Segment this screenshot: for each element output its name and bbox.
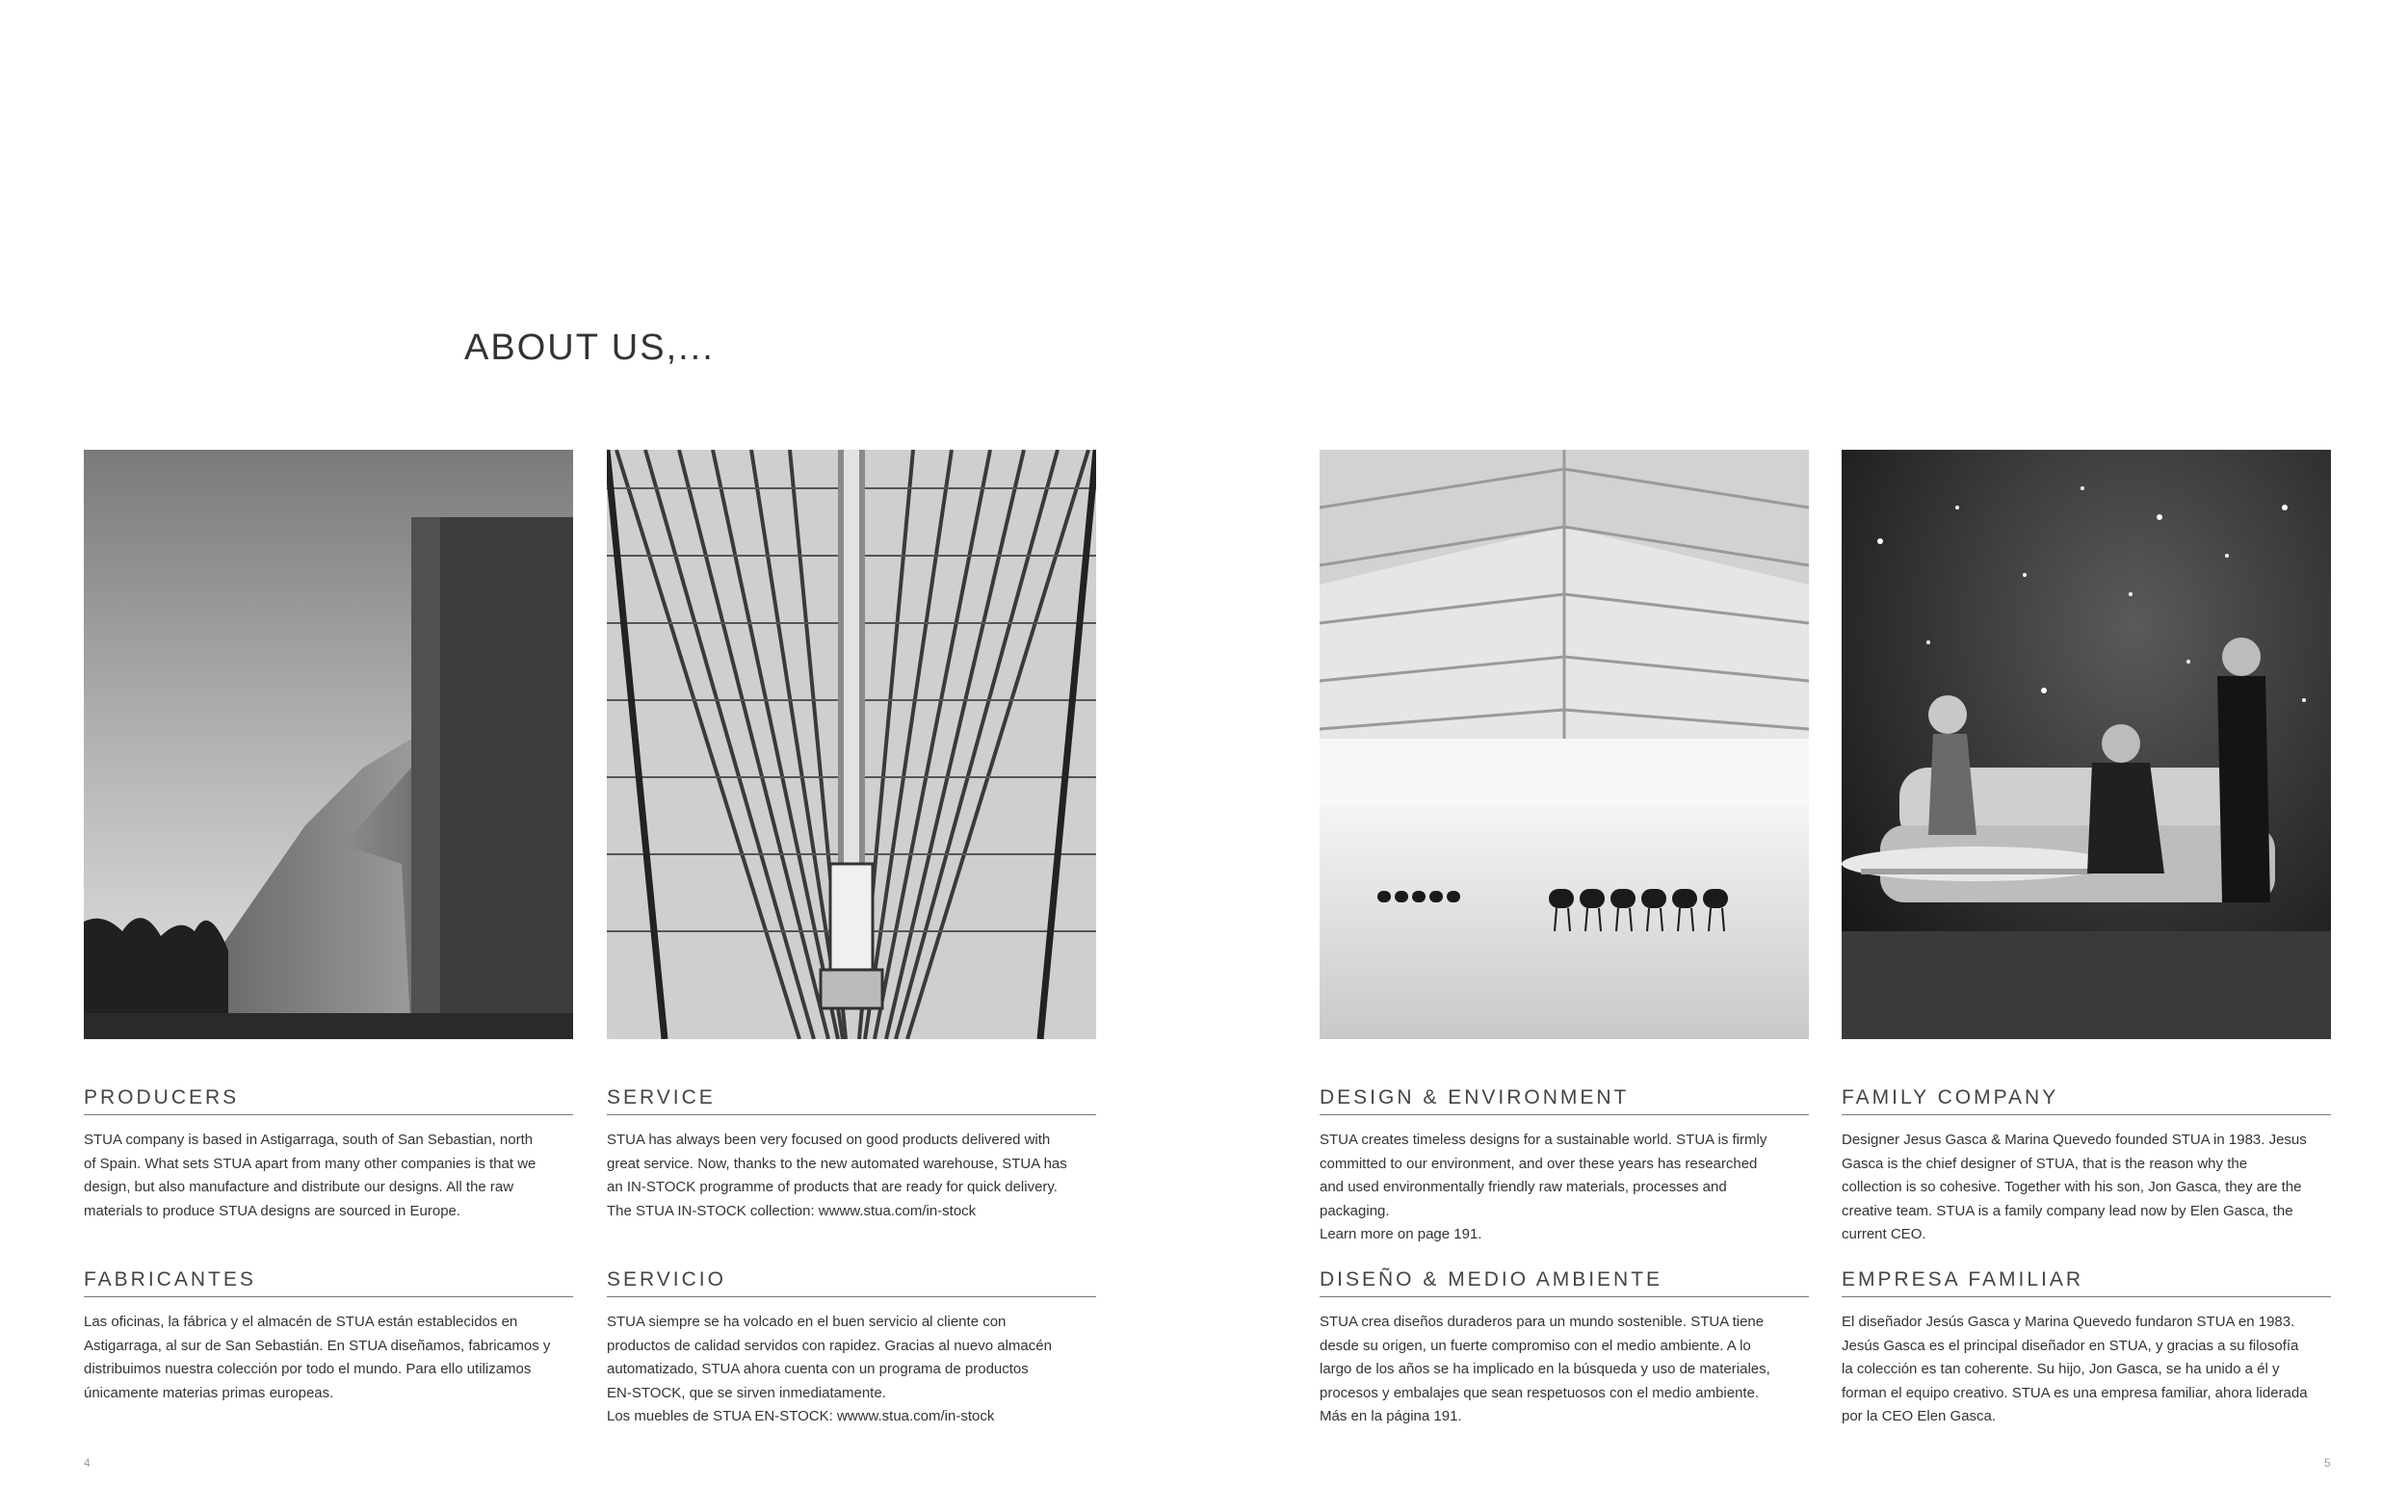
fabricantes-section	[84, 1268, 573, 1405]
service-section	[607, 1086, 1096, 1223]
empresa-familiar-heading: EMPRESA FAMILIAR	[1842, 1268, 2331, 1297]
producers-section	[84, 1086, 573, 1223]
page-number-right: 5	[2324, 1456, 2331, 1470]
family-photo	[1842, 450, 2331, 1039]
producers-text: STUA company is based in Astigarraga, south of San Sebastian, north of Spain. What sets STUA apart from many other companies is that we design, but also manufacture and distribute our designs. All the raw materials to produce STUA designs are sourced in Europe.	[84, 1132, 537, 1219]
family-company-text: Designer Jesus Gasca & Marina Quevedo founded STUA in 1983. Jesus Gasca is the chief designer of STUA, that is the reason why the collection is so cohesive. Together with his son, Jon Gasca, they are the creative team. STUA is a family company lead now by Elen Gasca, the current CEO.	[1842, 1132, 2307, 1242]
fabricantes-heading: FABRICANTES	[84, 1268, 573, 1297]
empresa-familiar-text: El diseñador Jesús Gasca y Marina Quevedo fundaron STUA en 1983. Jesús Gasca es el principal diseñador en STUA, y gracias a su filosofía la colección es tan coherente. Su hijo, Jon Gasca, se ha unido a él y forman el equipo creativo. STUA es una empresa familiar, ahora liderada por la CEO Elen Gasca.	[1842, 1314, 2308, 1424]
page-number-left: 4	[84, 1456, 91, 1470]
design-environment-heading: DESIGN & ENVIRONMENT	[1320, 1086, 1809, 1115]
diseno-medio-ambiente-heading: DISEÑO & MEDIO AMBIENTE	[1320, 1268, 1809, 1297]
building-photo	[84, 450, 573, 1039]
servicio-text: STUA siempre se ha volcado en el buen servicio al cliente con productos de calidad servidos con rapidez. Gracias al nuevo almacén automatizado, STUA ahora cuenta con un programa de productos EN-STOCK, que se sirven inmediatamente. Los muebles de STUA EN-STOCK: wwww.stua.com/in-stock	[607, 1314, 1052, 1424]
hall-photo	[1320, 450, 1809, 1039]
diseno-medio-ambiente-text: STUA crea diseños duraderos para un mundo sostenible. STUA tiene desde su origen, un fuerte compromiso con el medio ambiente. A lo largo de los años se ha implicado en la búsqueda y uso de materiales, procesos y embalajes que sean respetuosos con el medio ambiente. Más en la página 191.	[1320, 1314, 1770, 1424]
family-company-section	[1842, 1086, 2331, 1247]
design-environment-text: STUA creates timeless designs for a sustainable world. STUA is firmly committed to our environment, and over these years has researched and used environmentally friendly raw materials, processes and packaging. Learn more on page 191.	[1320, 1132, 1767, 1242]
diseno-medio-ambiente-section	[1320, 1268, 1809, 1429]
producers-heading: PRODUCERS	[84, 1086, 573, 1115]
warehouse-photo	[607, 450, 1096, 1039]
fabricantes-text: Las oficinas, la fábrica y el almacén de STUA están establecidos en Astigarraga, al sur de San Sebastián. En STUA diseñamos, fabricamos y distribuimos nuestra colección por todo el mundo. Para ello utilizamos únicamente materias primas europeas.	[84, 1314, 551, 1401]
empresa-familiar-section	[1842, 1268, 2331, 1429]
servicio-section	[607, 1268, 1096, 1429]
servicio-heading: SERVICIO	[607, 1268, 1096, 1297]
service-heading: SERVICE	[607, 1086, 1096, 1115]
page-title: ABOUT US,...	[464, 327, 715, 368]
design-environment-section	[1320, 1086, 1809, 1247]
service-text: STUA has always been very focused on good products delivered with great service. Now, thanks to the new automated warehouse, STUA has an IN-STOCK programme of products that are ready for quick delivery. The STUA IN-STOCK collection: wwww.stua.com/in-stock	[607, 1132, 1067, 1219]
family-company-heading: FAMILY COMPANY	[1842, 1086, 2331, 1115]
